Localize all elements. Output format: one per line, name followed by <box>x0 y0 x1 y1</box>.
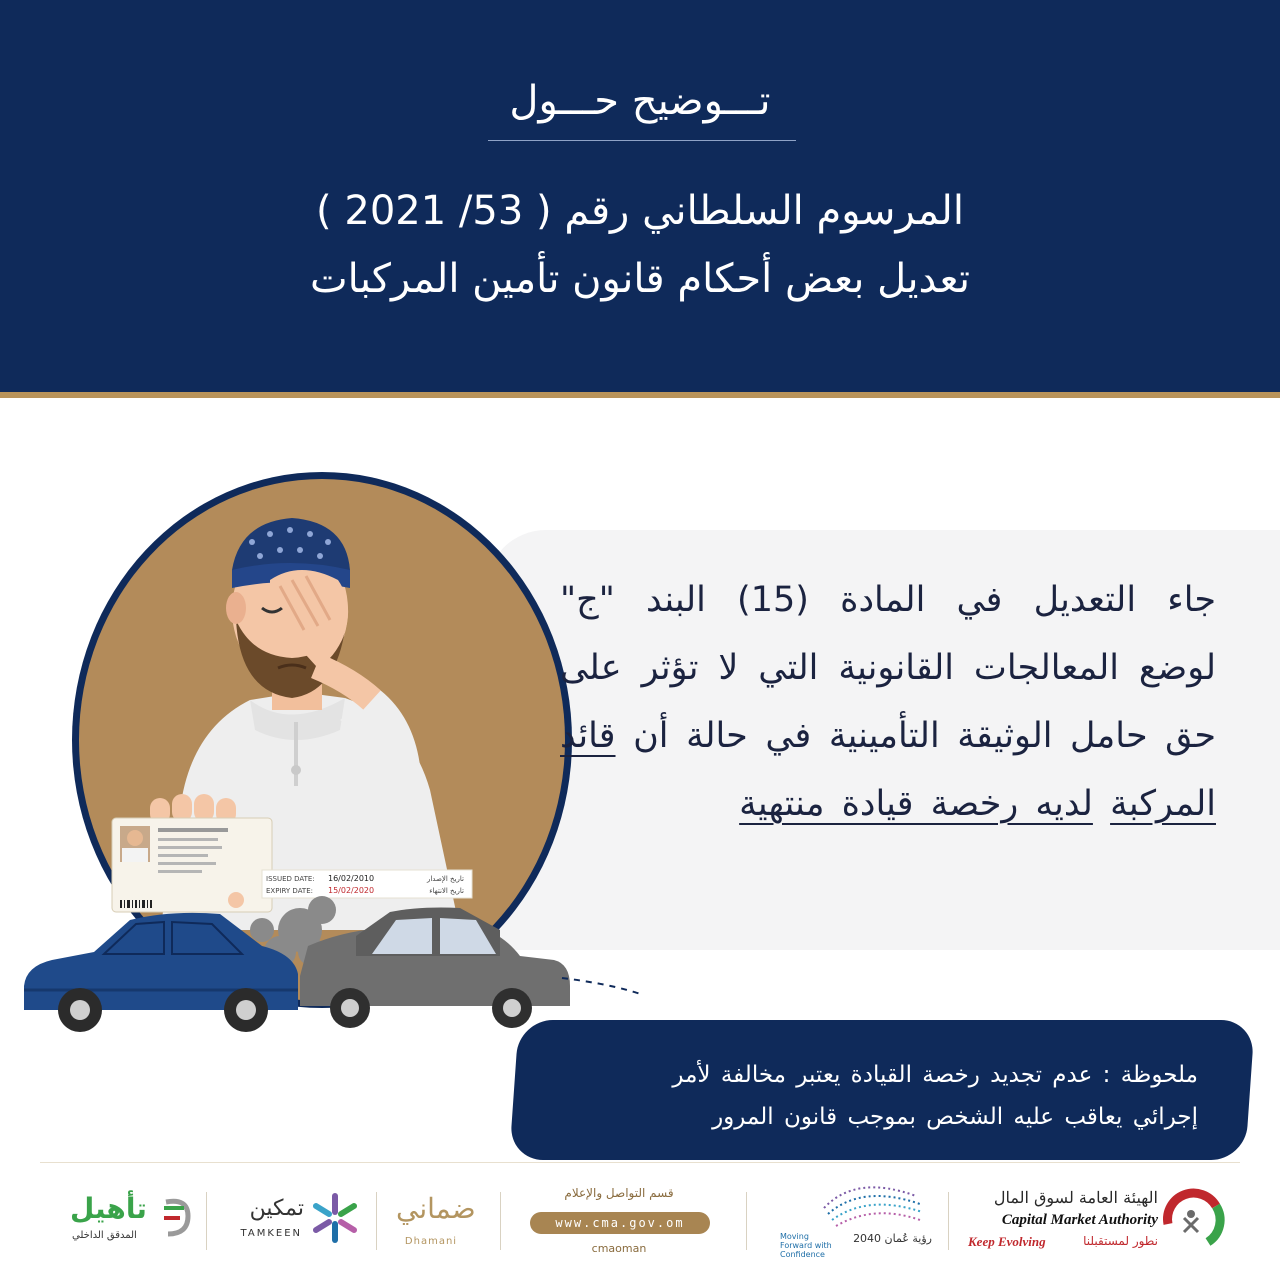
svg-text:تاريخ الإصدار: تاريخ الإصدار <box>426 875 464 883</box>
social-handle: cmaoman <box>591 1242 647 1255</box>
svg-text:15/02/2020: 15/02/2020 <box>328 886 375 895</box>
dhamani-logo <box>396 1188 476 1258</box>
taheel-arabic: تأهيل <box>70 1192 147 1225</box>
kicker-heading: تـــوضيح حـــول <box>509 78 771 124</box>
note-text <box>540 1054 1198 1138</box>
note-line-2: إجرائي يعاقب عليه الشخص بموجب قانون المرور <box>712 1104 1198 1130</box>
footer-separator <box>206 1192 207 1250</box>
svg-text:تاريخ الانتهاء: تاريخ الانتهاء <box>429 887 464 895</box>
cma-emblem-icon <box>1158 1184 1228 1254</box>
vision-arabic: رؤية عُمان 2040 <box>853 1232 932 1245</box>
title-decree-number: المرسوم السلطاني رقم ( 53/ 2021 ) <box>316 188 964 234</box>
communication-dept-logo <box>526 1186 712 1256</box>
kicker-divider <box>488 140 796 141</box>
cma-slogan-ar: نطور لمستقبلنا <box>1083 1234 1158 1248</box>
taheel-logo <box>64 1190 196 1254</box>
comm-dept-label: قسم التواصل والإعلام <box>564 1186 674 1200</box>
tamkeen-logo <box>220 1188 360 1254</box>
oman-vision-2040-logo <box>776 1178 936 1259</box>
face-palm-man-illustration <box>0 430 640 1070</box>
tamkeen-arabic: تمكين <box>249 1196 304 1221</box>
footer-separator <box>376 1192 377 1250</box>
svg-text:EXPIRY DATE:: EXPIRY DATE: <box>266 887 313 895</box>
cma-slogan-en: Keep Evolving <box>968 1234 1046 1249</box>
cma-english-name: Capital Market Authority <box>1001 1212 1158 1228</box>
cma-logo <box>948 1184 1228 1260</box>
footer-separator <box>948 1192 949 1250</box>
note-line-1: ملحوظة : عدم تجديد رخصة القيادة يعتبر مخالفة لأمر <box>672 1062 1198 1088</box>
taheel-subtitle: المدقق الداخلي <box>72 1230 137 1241</box>
vision-tagline: Moving Forward with Confidence <box>780 1232 832 1259</box>
explanation-paragraph <box>560 566 1216 838</box>
expired-license-phrase: لديه رخصة قيادة منتهية <box>739 784 1093 824</box>
vision-swirl-icon <box>816 1178 926 1234</box>
tamkeen-star-icon <box>310 1190 360 1246</box>
dhamani-english: Dhamani <box>404 1236 458 1247</box>
footer-separator <box>746 1192 747 1250</box>
footer-separator <box>500 1192 501 1250</box>
dhamani-arabic: ضماني <box>396 1192 476 1225</box>
svg-text:16/02/2010: 16/02/2010 <box>328 874 375 883</box>
header-gold-stripe <box>0 392 1280 398</box>
website-url: www.cma.gov.om <box>530 1212 710 1234</box>
footer-divider <box>40 1162 1240 1163</box>
tamkeen-english: TAMKEEN <box>240 1228 302 1239</box>
dashed-arrow <box>562 978 640 1020</box>
svg-text:ISSUED DATE:: ISSUED DATE: <box>266 875 315 883</box>
driving-license-card <box>112 818 272 912</box>
vehicle-driver-phrase: قائد المركبة <box>560 716 1216 824</box>
cma-arabic-name: الهيئة العامة لسوق المال <box>993 1188 1158 1207</box>
title-subject: تعديل بعض أحكام قانون تأمين المركبات <box>310 256 970 302</box>
taheel-mark-icon <box>160 1194 194 1240</box>
explanation-text: جاء التعديل في المادة (15) البند "ج" لوضع المعالجات القانونية التي لا تؤثر على حق حامل الوثيقة التأمينية في حالة أن <box>560 580 1216 756</box>
